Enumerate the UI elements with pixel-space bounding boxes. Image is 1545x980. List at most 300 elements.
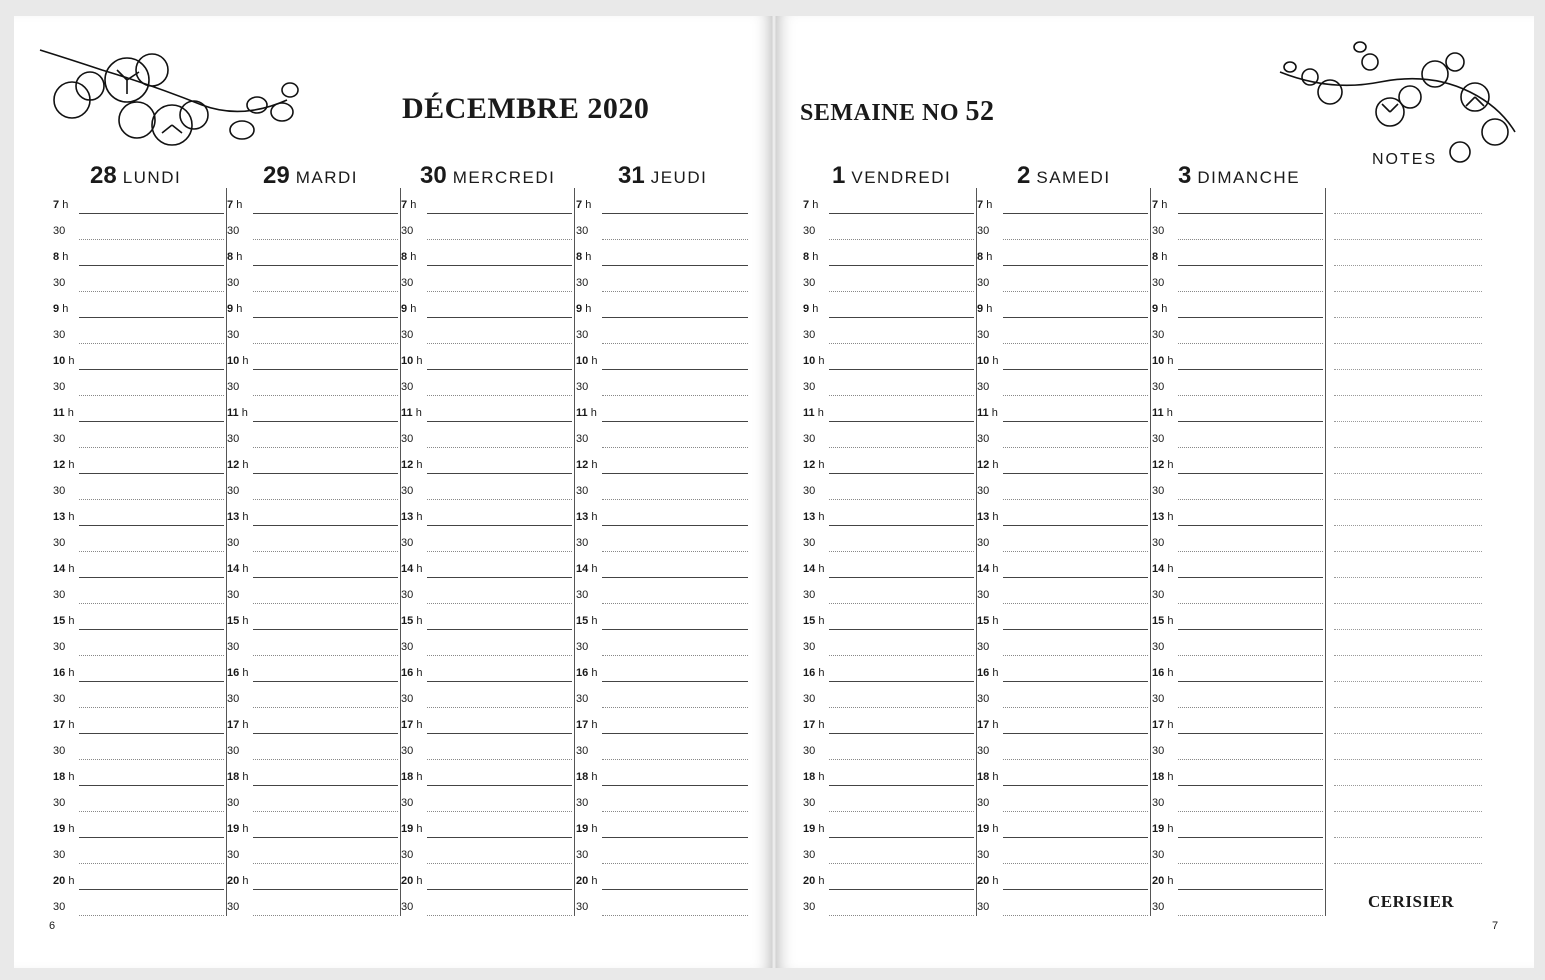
time-slot-half[interactable] (977, 370, 1150, 396)
time-slot-hour[interactable] (227, 812, 400, 838)
time-slot-half[interactable] (227, 578, 400, 604)
time-slot-hour[interactable] (803, 656, 976, 682)
hour-label: 10 h (227, 355, 249, 367)
half-hour-label: 30 (977, 693, 990, 705)
time-slot-half[interactable] (1152, 214, 1325, 240)
time-slot-hour[interactable] (1152, 240, 1325, 266)
time-slot-hour[interactable] (576, 760, 750, 786)
time-slot-hour[interactable] (401, 396, 574, 422)
time-slot-hour[interactable] (227, 396, 400, 422)
notes-line[interactable] (1334, 344, 1482, 370)
hour-label: 19 h (803, 823, 825, 835)
time-slot-hour[interactable] (401, 812, 574, 838)
time-slot-hour[interactable] (803, 500, 976, 526)
time-slot-half[interactable] (53, 526, 226, 552)
time-slot-hour[interactable] (401, 500, 574, 526)
time-slot-hour[interactable] (53, 188, 226, 214)
time-slot-half[interactable] (53, 630, 226, 656)
schedule-column-dimanche[interactable] (1152, 188, 1326, 916)
hour-label: 19 h (53, 823, 75, 835)
time-slot-hour[interactable] (576, 864, 750, 890)
time-slot-hour[interactable] (977, 448, 1150, 474)
hour-label: 14 h (401, 563, 423, 575)
time-slot-hour[interactable] (227, 708, 400, 734)
time-slot-hour[interactable] (977, 292, 1150, 318)
time-slot-hour[interactable] (576, 500, 750, 526)
time-slot-hour[interactable] (53, 864, 226, 890)
time-slot-half[interactable] (1152, 474, 1325, 500)
time-slot-hour[interactable] (803, 708, 976, 734)
time-slot-hour[interactable] (1152, 500, 1325, 526)
half-hour-label: 30 (53, 277, 66, 289)
time-slot-half[interactable] (401, 474, 574, 500)
day-name: JEUDI (650, 168, 708, 187)
time-slot-half[interactable] (53, 786, 226, 812)
time-slot-hour[interactable] (977, 396, 1150, 422)
half-hour-label: 30 (1152, 381, 1165, 393)
time-slot-hour[interactable] (803, 864, 976, 890)
half-hour-label: 30 (53, 693, 66, 705)
schedule-column-vendredi[interactable] (803, 188, 977, 916)
time-slot-hour[interactable] (576, 656, 750, 682)
time-slot-hour[interactable] (227, 500, 400, 526)
hour-label: 11 h (53, 407, 74, 419)
time-slot-half[interactable] (576, 526, 750, 552)
time-slot-hour[interactable] (576, 188, 750, 214)
time-slot-hour[interactable] (401, 240, 574, 266)
time-slot-half[interactable] (803, 734, 976, 760)
time-slot-hour[interactable] (53, 396, 226, 422)
time-slot-hour[interactable] (977, 604, 1150, 630)
hour-label: 17 h (1152, 719, 1174, 731)
hour-label: 11 h (803, 407, 824, 419)
time-slot-hour[interactable] (977, 552, 1150, 578)
notes-line[interactable] (1334, 578, 1482, 604)
time-slot-hour[interactable] (576, 708, 750, 734)
hour-label: 10 h (803, 355, 825, 367)
time-slot-hour[interactable] (53, 240, 226, 266)
hour-label: 10 h (977, 355, 999, 367)
time-slot-half[interactable] (977, 578, 1150, 604)
half-hour-label: 30 (1152, 225, 1165, 237)
half-hour-label: 30 (227, 381, 240, 393)
notes-line[interactable] (1334, 760, 1482, 786)
time-slot-hour[interactable] (1152, 812, 1325, 838)
day-name: DIMANCHE (1197, 168, 1301, 187)
notes-line[interactable] (1334, 214, 1482, 240)
time-slot-half[interactable] (227, 838, 400, 864)
time-slot-hour[interactable] (803, 552, 976, 578)
time-slot-hour[interactable] (227, 240, 400, 266)
time-slot-half[interactable] (401, 370, 574, 396)
half-hour-label: 30 (576, 381, 589, 393)
time-slot-hour[interactable] (803, 396, 976, 422)
time-slot-hour[interactable] (401, 552, 574, 578)
time-slot-hour[interactable] (401, 188, 574, 214)
time-slot-half[interactable] (576, 422, 750, 448)
time-slot-half[interactable] (977, 734, 1150, 760)
time-slot-hour[interactable] (53, 500, 226, 526)
time-slot-half[interactable] (1152, 578, 1325, 604)
time-slot-half[interactable] (576, 630, 750, 656)
time-slot-half[interactable] (227, 214, 400, 240)
time-slot-hour[interactable] (977, 812, 1150, 838)
time-slot-hour[interactable] (803, 240, 976, 266)
time-slot-half[interactable] (977, 318, 1150, 344)
time-slot-half[interactable] (53, 266, 226, 292)
time-slot-hour[interactable] (401, 760, 574, 786)
hour-label: 16 h (53, 667, 75, 679)
time-slot-half[interactable] (53, 474, 226, 500)
time-slot-half[interactable] (227, 630, 400, 656)
time-slot-half[interactable] (401, 214, 574, 240)
time-slot-half[interactable] (803, 318, 976, 344)
time-slot-hour[interactable] (53, 344, 226, 370)
time-slot-half[interactable] (803, 370, 976, 396)
time-slot-hour[interactable] (1152, 760, 1325, 786)
time-slot-half[interactable] (53, 214, 226, 240)
time-slot-hour[interactable] (53, 656, 226, 682)
half-hour-label: 30 (53, 849, 66, 861)
half-hour-label: 30 (227, 589, 240, 601)
hour-label: 10 h (576, 355, 598, 367)
time-slot-hour[interactable] (977, 656, 1150, 682)
time-slot-hour[interactable] (227, 552, 400, 578)
day-number: 29 (263, 162, 290, 189)
time-slot-hour[interactable] (401, 708, 574, 734)
time-slot-half[interactable] (53, 734, 226, 760)
time-slot-hour[interactable] (576, 396, 750, 422)
hour-label: 17 h (803, 719, 825, 731)
time-slot-half[interactable] (53, 578, 226, 604)
time-slot-hour[interactable] (227, 656, 400, 682)
time-slot-hour[interactable] (227, 188, 400, 214)
time-slot-half[interactable] (576, 682, 750, 708)
time-slot-hour[interactable] (401, 604, 574, 630)
time-slot-half[interactable] (977, 682, 1150, 708)
time-slot-half[interactable] (401, 838, 574, 864)
time-slot-half[interactable] (803, 786, 976, 812)
time-slot-half[interactable] (977, 630, 1150, 656)
notes-line[interactable] (1334, 474, 1482, 500)
month-title: DÉCEMBRE 2020 (402, 92, 650, 125)
page-number: 7 (1492, 920, 1499, 932)
hour-label: 13 h (977, 511, 999, 523)
time-slot-hour[interactable] (227, 344, 400, 370)
time-slot-half[interactable] (53, 890, 226, 916)
time-slot-half[interactable] (977, 266, 1150, 292)
notes-line[interactable] (1334, 682, 1482, 708)
time-slot-hour[interactable] (401, 292, 574, 318)
schedule-column-mardi[interactable] (227, 188, 401, 916)
time-slot-half[interactable] (576, 474, 750, 500)
time-slot-half[interactable] (1152, 786, 1325, 812)
time-slot-hour[interactable] (1152, 604, 1325, 630)
half-hour-label: 30 (803, 641, 816, 653)
hour-label: 11 h (977, 407, 998, 419)
half-hour-label: 30 (803, 589, 816, 601)
time-slot-half[interactable] (401, 786, 574, 812)
time-slot-half[interactable] (401, 734, 574, 760)
schedule-column-jeudi[interactable] (576, 188, 750, 916)
half-hour-label: 30 (977, 225, 990, 237)
time-slot-half[interactable] (576, 214, 750, 240)
time-slot-half[interactable] (803, 266, 976, 292)
brand-logo: CERISIER (1368, 892, 1455, 911)
time-slot-half[interactable] (401, 578, 574, 604)
half-hour-label: 30 (401, 381, 414, 393)
hour-label: 16 h (227, 667, 249, 679)
time-slot-half[interactable] (977, 786, 1150, 812)
hour-label: 8 h (1152, 251, 1168, 263)
time-slot-half[interactable] (1152, 630, 1325, 656)
notes-line[interactable] (1334, 240, 1482, 266)
time-slot-half[interactable] (803, 682, 976, 708)
time-slot-hour[interactable] (576, 448, 750, 474)
half-hour-label: 30 (803, 329, 816, 341)
time-slot-half[interactable] (1152, 266, 1325, 292)
hour-label: 20 h (977, 875, 999, 887)
notes-line[interactable] (1334, 292, 1482, 318)
half-hour-label: 30 (1152, 485, 1165, 497)
time-slot-hour[interactable] (227, 864, 400, 890)
time-slot-hour[interactable] (401, 656, 574, 682)
half-hour-label: 30 (53, 381, 66, 393)
day-header-mercredi (420, 162, 555, 190)
time-slot-hour[interactable] (1152, 396, 1325, 422)
time-slot-half[interactable] (227, 474, 400, 500)
time-slot-half[interactable] (227, 422, 400, 448)
time-slot-half[interactable] (1152, 318, 1325, 344)
half-hour-label: 30 (1152, 537, 1165, 549)
time-slot-hour[interactable] (1152, 292, 1325, 318)
day-name: VENDREDI (851, 168, 952, 187)
notes-line[interactable] (1334, 500, 1482, 526)
time-slot-half[interactable] (803, 630, 976, 656)
time-slot-hour[interactable] (53, 812, 226, 838)
time-slot-half[interactable] (401, 422, 574, 448)
time-slot-half[interactable] (977, 474, 1150, 500)
notes-line[interactable] (1334, 630, 1482, 656)
time-slot-hour[interactable] (576, 344, 750, 370)
notes-line[interactable] (1334, 838, 1482, 864)
time-slot-half[interactable] (401, 526, 574, 552)
time-slot-half[interactable] (803, 838, 976, 864)
notes-line[interactable] (1334, 318, 1482, 344)
time-slot-half[interactable] (1152, 370, 1325, 396)
time-slot-hour[interactable] (227, 604, 400, 630)
time-slot-hour[interactable] (977, 760, 1150, 786)
time-slot-hour[interactable] (53, 552, 226, 578)
time-slot-hour[interactable] (53, 604, 226, 630)
time-slot-half[interactable] (977, 214, 1150, 240)
time-slot-half[interactable] (1152, 682, 1325, 708)
time-slot-half[interactable] (803, 474, 976, 500)
hour-label: 14 h (576, 563, 598, 575)
notes-line[interactable] (1334, 422, 1482, 448)
time-slot-hour[interactable] (401, 448, 574, 474)
time-slot-half[interactable] (1152, 734, 1325, 760)
half-hour-label: 30 (576, 901, 589, 913)
time-slot-half[interactable] (576, 838, 750, 864)
hour-label: 14 h (53, 563, 75, 575)
hour-label: 12 h (977, 459, 999, 471)
time-slot-hour[interactable] (1152, 344, 1325, 370)
notes-line[interactable] (1334, 786, 1482, 812)
time-slot-hour[interactable] (53, 448, 226, 474)
time-slot-hour[interactable] (576, 240, 750, 266)
hour-label: 10 h (1152, 355, 1174, 367)
hour-label: 15 h (803, 615, 825, 627)
half-hour-label: 30 (53, 225, 66, 237)
time-slot-half[interactable] (977, 526, 1150, 552)
time-slot-hour[interactable] (1152, 864, 1325, 890)
time-slot-half[interactable] (227, 318, 400, 344)
hour-label: 8 h (53, 251, 69, 263)
time-slot-half[interactable] (803, 526, 976, 552)
notes-line[interactable] (1334, 266, 1482, 292)
time-slot-hour[interactable] (576, 812, 750, 838)
time-slot-hour[interactable] (803, 344, 976, 370)
time-slot-hour[interactable] (803, 812, 976, 838)
notes-line[interactable] (1334, 526, 1482, 552)
time-slot-hour[interactable] (227, 448, 400, 474)
time-slot-half[interactable] (576, 786, 750, 812)
time-slot-hour[interactable] (1152, 708, 1325, 734)
time-slot-half[interactable] (576, 890, 750, 916)
time-slot-half[interactable] (53, 318, 226, 344)
time-slot-hour[interactable] (977, 500, 1150, 526)
time-slot-half[interactable] (401, 890, 574, 916)
time-slot-half[interactable] (401, 682, 574, 708)
time-slot-hour[interactable] (576, 552, 750, 578)
notes-line[interactable] (1334, 708, 1482, 734)
time-slot-hour[interactable] (227, 292, 400, 318)
notes-line[interactable] (1334, 448, 1482, 474)
time-slot-half[interactable] (227, 682, 400, 708)
half-hour-label: 30 (401, 797, 414, 809)
time-slot-half[interactable] (803, 422, 976, 448)
notes-line[interactable] (1334, 552, 1482, 578)
time-slot-half[interactable] (803, 890, 976, 916)
time-slot-half[interactable] (977, 890, 1150, 916)
time-slot-half[interactable] (53, 422, 226, 448)
notes-line[interactable] (1334, 656, 1482, 682)
time-slot-half[interactable] (1152, 890, 1325, 916)
time-slot-half[interactable] (1152, 422, 1325, 448)
time-slot-half[interactable] (53, 370, 226, 396)
time-slot-half[interactable] (401, 266, 574, 292)
hour-label: 16 h (576, 667, 598, 679)
hour-label: 17 h (401, 719, 423, 731)
time-slot-half[interactable] (576, 266, 750, 292)
time-slot-hour[interactable] (977, 344, 1150, 370)
notes-line[interactable] (1334, 396, 1482, 422)
time-slot-hour[interactable] (977, 240, 1150, 266)
half-hour-label: 30 (576, 849, 589, 861)
time-slot-half[interactable] (977, 422, 1150, 448)
time-slot-hour[interactable] (803, 760, 976, 786)
notes-line[interactable] (1334, 812, 1482, 838)
time-slot-half[interactable] (576, 318, 750, 344)
schedule-column-mercredi[interactable] (401, 188, 575, 916)
time-slot-hour[interactable] (227, 760, 400, 786)
hour-label: 19 h (227, 823, 249, 835)
time-slot-half[interactable] (53, 838, 226, 864)
half-hour-label: 30 (227, 849, 240, 861)
half-hour-label: 30 (1152, 901, 1165, 913)
time-slot-half[interactable] (803, 578, 976, 604)
time-slot-hour[interactable] (803, 188, 976, 214)
time-slot-hour[interactable] (1152, 188, 1325, 214)
time-slot-hour[interactable] (1152, 552, 1325, 578)
time-slot-hour[interactable] (803, 448, 976, 474)
half-hour-label: 30 (576, 537, 589, 549)
time-slot-hour[interactable] (1152, 448, 1325, 474)
time-slot-half[interactable] (1152, 526, 1325, 552)
time-slot-half[interactable] (53, 682, 226, 708)
half-hour-label: 30 (803, 433, 816, 445)
time-slot-half[interactable] (401, 318, 574, 344)
time-slot-hour[interactable] (576, 292, 750, 318)
notes-line[interactable] (1334, 734, 1482, 760)
time-slot-half[interactable] (227, 526, 400, 552)
time-slot-hour[interactable] (401, 344, 574, 370)
half-hour-label: 30 (401, 849, 414, 861)
time-slot-half[interactable] (977, 838, 1150, 864)
notes-line[interactable] (1334, 604, 1482, 630)
hour-label: 16 h (1152, 667, 1174, 679)
time-slot-hour[interactable] (977, 188, 1150, 214)
time-slot-hour[interactable] (1152, 656, 1325, 682)
hour-label: 8 h (576, 251, 592, 263)
time-slot-half[interactable] (576, 370, 750, 396)
time-slot-hour[interactable] (401, 864, 574, 890)
half-hour-label: 30 (576, 329, 589, 341)
half-hour-label: 30 (803, 381, 816, 393)
writing-line (427, 915, 572, 916)
time-slot-hour[interactable] (803, 604, 976, 630)
schedule-column-lundi[interactable] (53, 188, 227, 916)
schedule-column-samedi[interactable] (977, 188, 1151, 916)
half-hour-label: 30 (977, 849, 990, 861)
time-slot-hour[interactable] (803, 292, 976, 318)
time-slot-hour[interactable] (977, 864, 1150, 890)
half-hour-label: 30 (977, 589, 990, 601)
time-slot-half[interactable] (227, 370, 400, 396)
notes-line[interactable] (1334, 188, 1482, 214)
time-slot-half[interactable] (1152, 838, 1325, 864)
time-slot-half[interactable] (576, 734, 750, 760)
time-slot-half[interactable] (401, 630, 574, 656)
time-slot-hour[interactable] (53, 708, 226, 734)
half-hour-label: 30 (401, 745, 414, 757)
time-slot-hour[interactable] (53, 292, 226, 318)
time-slot-half[interactable] (227, 266, 400, 292)
time-slot-half[interactable] (227, 890, 400, 916)
time-slot-half[interactable] (803, 214, 976, 240)
time-slot-hour[interactable] (53, 760, 226, 786)
time-slot-half[interactable] (227, 734, 400, 760)
hour-label: 15 h (53, 615, 75, 627)
notes-line[interactable] (1334, 370, 1482, 396)
notes-area[interactable] (1334, 188, 1482, 864)
time-slot-hour[interactable] (977, 708, 1150, 734)
hour-label: 20 h (53, 875, 75, 887)
time-slot-hour[interactable] (576, 604, 750, 630)
time-slot-half[interactable] (576, 578, 750, 604)
time-slot-half[interactable] (227, 786, 400, 812)
